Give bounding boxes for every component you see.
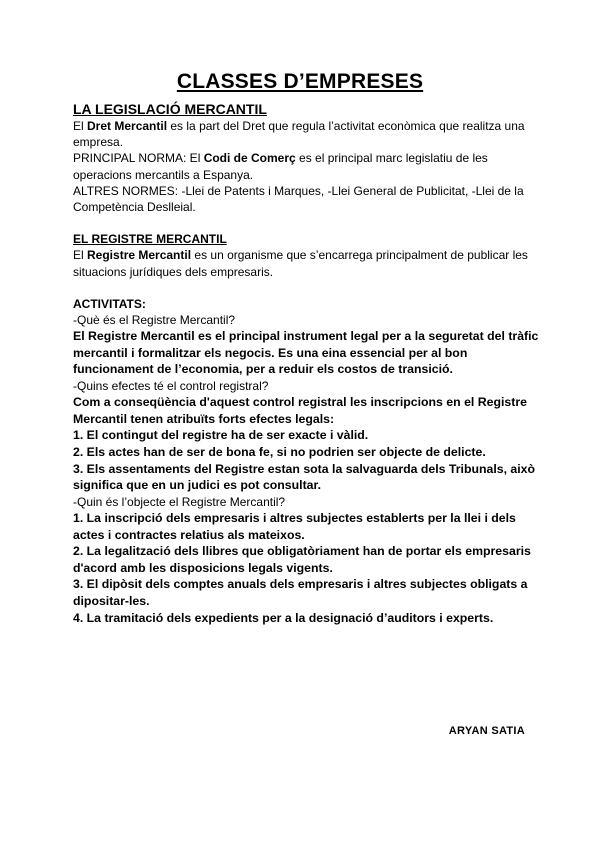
spacer (73, 215, 543, 231)
answer-1: El Registre Mercantil es el principal instrument legal per a la seguretat del tràfic mercantil i formalitzar els negocis. Es una eina essencial per al bon funcionament de l’economia, per a reduir els costos de transició. (73, 329, 539, 377)
author-signature: ARYAN SATIA (448, 725, 525, 737)
text-pre: El (73, 248, 88, 263)
paragraph-dret-mercantil (73, 118, 543, 150)
activities-heading: ACTIVITATS: (73, 296, 146, 311)
answer-3-item: 2. La legalització dels llibres que obligatòriament han de portar els empresaris d'acord amb les disposicions legals vigents. (73, 544, 531, 575)
text-post: es un organisme que s’encarrega principalment de publicar les situacions jurídiques dels empresaris. (73, 248, 528, 279)
text-post: es el principal marc legislatiu de les operacions mercantils a Espanya. (73, 151, 488, 182)
text-pre: PRINCIPAL NORMA: El (73, 151, 204, 166)
term-codi-comerc: Codi de Comerç (203, 151, 296, 166)
term-registre-mercantil: Registre Mercantil (87, 248, 192, 263)
text-pre: El (73, 119, 88, 133)
section-heading-legislacio: LA LEGISLACIÓ MERCANTIL (73, 101, 267, 117)
answer-2-item: 1. El contingut del registre ha de ser exacte i vàlid. (73, 428, 369, 443)
paragraph-principal-norma (73, 150, 543, 182)
question-2: -Quins efectes té el control registral? (73, 379, 269, 394)
document-body (73, 100, 543, 626)
answer-2-item: 3. Els assentaments del Registre estan sota la salvaguarda dels Tribunals, això significa que en un judici es pot consultar. (73, 461, 536, 493)
answer-3-item: 3. El dipòsit dels comptes anuals dels empresaris i altres subjectes obligats a dipositar-les. (73, 577, 528, 608)
answer-2-item: 2. Els actes han de ser de bona fe, si no podrien ser objecte de delicte. (73, 445, 486, 459)
answer-3-item: 1. La inscripció dels empresaris i altres subjectes establerts per la llei i dels actes i contractes relatius als mateixos. (73, 510, 516, 542)
page-title: CLASSES D’EMPRESES (176, 70, 424, 93)
question-3: -Quin és l’objecte el Registre Mercantil? (73, 494, 286, 509)
term-dret-mercantil: Dret Mercantil (87, 119, 168, 133)
question-1: -Què és el Registre Mercantil? (73, 313, 236, 328)
section-heading-registre: EL REGISTRE MERCANTIL (73, 232, 227, 247)
answer-2-intro: Com a conseqüència d'aquest control registral les inscripcions en el Registre Mercantil tenen atribuïts forts efectes legals: (73, 395, 527, 426)
text-post: es la part del Dret que regula l’activitat econòmica que realitza una empresa. (73, 119, 525, 150)
answer-3-item: 4. La tramitació dels expedients per a la designació d’auditors i experts. (73, 610, 494, 625)
paragraph-altres-normes: ALTRES NORMES: -Llei de Patents i Marques, -Llei General de Publicitat, -Llei de la Competència Deslleial. (73, 183, 524, 215)
paragraph-registre-mercantil (73, 247, 543, 279)
spacer (73, 280, 543, 296)
